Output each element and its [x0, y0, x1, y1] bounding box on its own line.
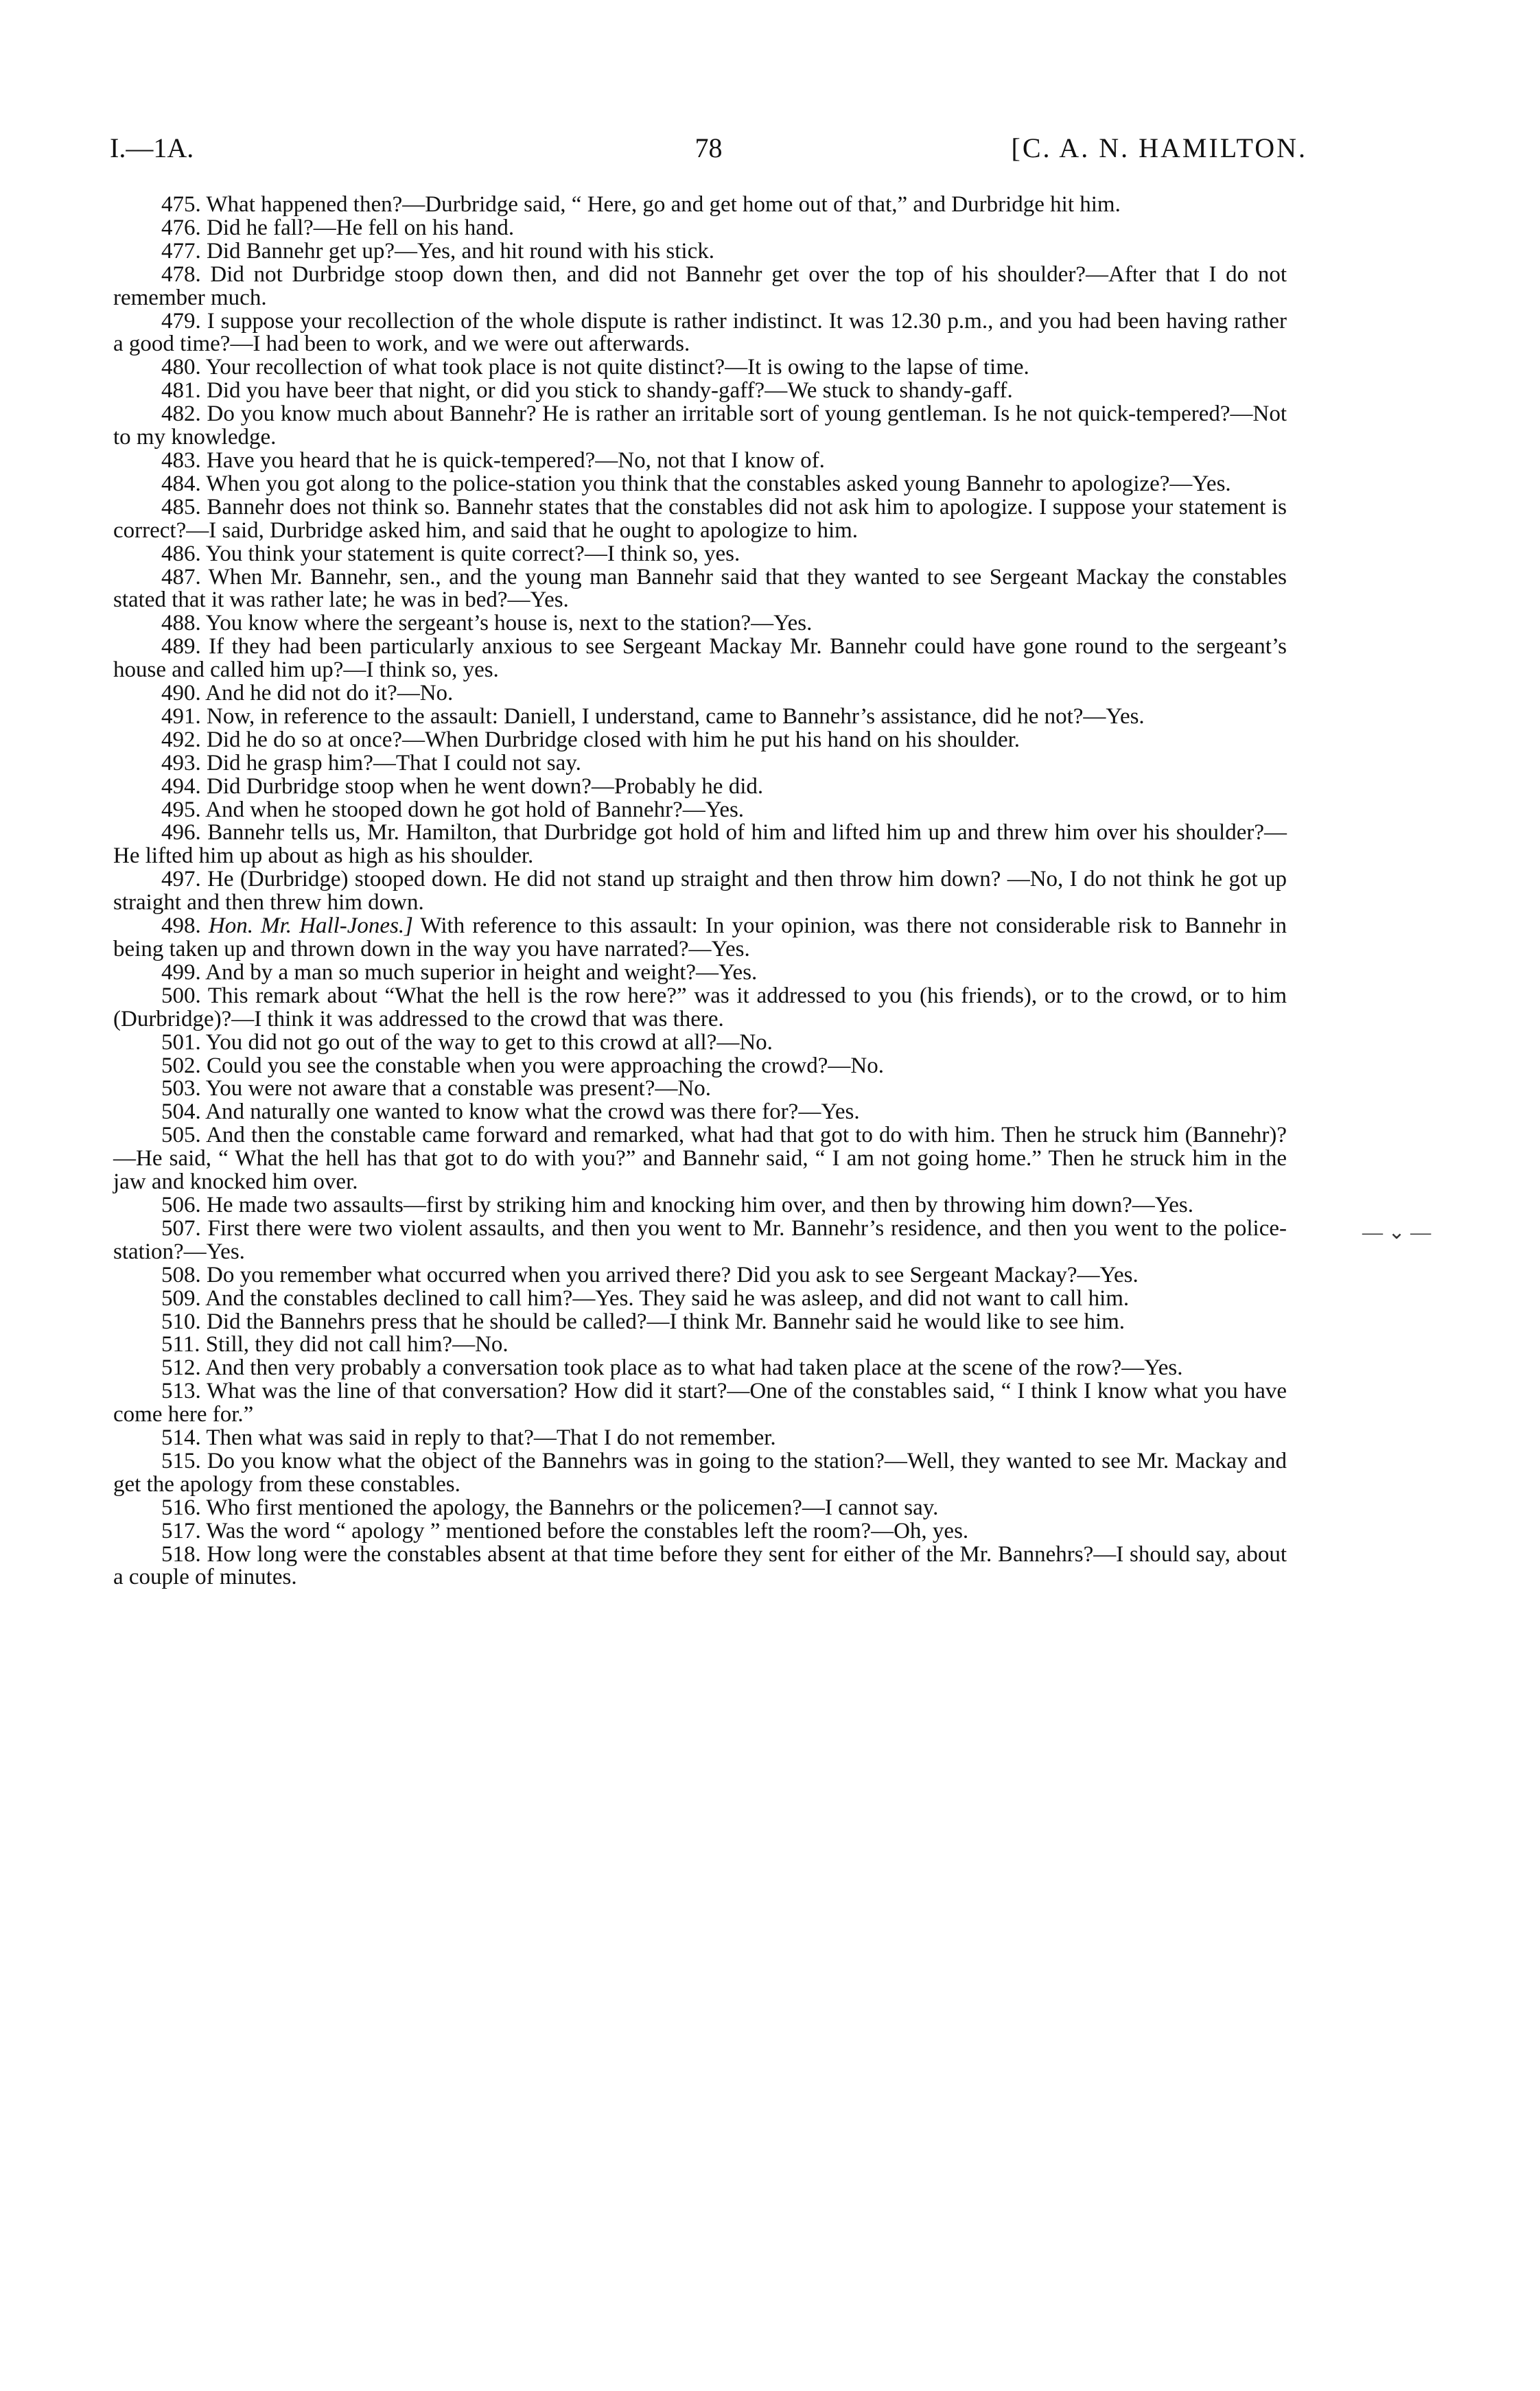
page-number: 78: [695, 132, 723, 163]
testimony-entry: 503. You were not aware that a constable was present?—No.: [161, 1076, 711, 1101]
page-header: [110, 128, 1307, 169]
margin-mark: — ⌄ —: [1362, 1221, 1432, 1244]
testimony-entry: 485. Bannehr does not think so. Bannehr states that the constables did not ask him to apologize. I suppose your statement is correct?—I said, Durbridge asked him, and said that he ought to apologize to him.: [113, 494, 1287, 543]
testimony-entry: 504. And naturally one wanted to know what the crowd was there for?—Yes.: [161, 1099, 860, 1125]
testimony-entry: 491. Now, in reference to the assault: Daniell, I understand, came to Bannehr’s assistance, did he not?—Yes.: [161, 703, 1145, 729]
testimony-entry: 500. This remark about “What the hell is the row here?” was it addressed to you (his friends), or to the crowd, or to him (Durbridge)?—I think it was addressed to the crowd that was there.: [113, 983, 1287, 1031]
testimony-entry: 478. Did not Durbridge stoop down then, and did not Bannehr get over the top of his shoulder?—After that I do not remember much.: [113, 261, 1287, 310]
testimony-entry: 475. What happened then?—Durbridge said, “ Here, go and get home out of that,” and Durbridge hit him.: [161, 192, 1121, 217]
testimony-entry: 509. And the constables declined to call him?—Yes. They said he was asleep, and did not want to call him.: [161, 1285, 1130, 1311]
paper-reference: I.—1A.: [110, 132, 194, 163]
testimony-entry: 484. When you got along to the police-station you think that the constables asked young Bannehr to apologize?—Yes.: [161, 471, 1231, 496]
testimony-entry: 496. Bannehr tells us, Mr. Hamilton, that Durbridge got hold of him and lifted him up and threw him over his shoulder?—He lifted him up about as high as his shoulder.: [113, 820, 1287, 869]
entry-number: 498.: [161, 913, 209, 939]
testimony-entry: 493. Did he grasp him?—That I could not say.: [161, 750, 581, 775]
testimony-entry: 476. Did he fall?—He fell on his hand.: [161, 215, 515, 240]
testimony-entry: 479. I suppose your recollection of the whole dispute is rather indistinct. It was 12.30 p.m., and you had been having rather a good time?—I had been to work, and we were out afterwards.: [113, 308, 1287, 357]
testimony-entry: 505. And then the constable came forward and remarked, what had that got to do with him. Then he struck him (Bannehr)?—He said, “ What the hell has that got to do with you?” and Bannehr said, “ I am not going home.” Then he struck him in the jaw and knocked him over.: [113, 1123, 1287, 1195]
testimony-entry: [113, 915, 1287, 961]
witness-name: [C. A. N. HAMILTON.: [1011, 132, 1307, 163]
testimony-entry: 477. Did Bannehr get up?—Yes, and hit round with his stick.: [161, 238, 715, 264]
testimony-entry: 516. Who first mentioned the apology, the Bannehrs or the policemen?—I cannot say.: [161, 1495, 939, 1520]
testimony-entry: 497. He (Durbridge) stooped down. He did not stand up straight and then throw him down? —No, I do not think he got up straight and then threw him down.: [113, 867, 1287, 915]
testimony-entry: 481. Did you have beer that night, or did you stick to shandy-gaff?—We stuck to shandy-gaff.: [161, 378, 1013, 404]
testimony-entry: 510. Did the Bannehrs press that he should be called?—I think Mr. Bannehr said he would like to see him.: [161, 1309, 1125, 1334]
testimony-body: [113, 194, 1287, 1589]
testimony-entry: 515. Do you know what the object of the Bannehrs was in going to the station?—Well, they wanted to see Mr. Mackay and get the apology from these constables.: [113, 1448, 1287, 1497]
testimony-entry: 518. How long were the constables absent at that time before they sent for either of the Mr. Bannehrs?—I should say, about a couple of minutes.: [113, 1541, 1287, 1590]
testimony-entry: 482. Do you know much about Bannehr? He is rather an irritable sort of young gentleman. Is he not quick-tempered?—Not to my knowledge.: [113, 401, 1287, 450]
testimony-entry: 490. And he did not do it?—No.: [161, 681, 454, 706]
testimony-entry: 492. Did he do so at once?—When Durbridge closed with him he put his hand on his shoulder.: [161, 727, 1020, 752]
testimony-entry: 486. You think your statement is quite correct?—I think so, yes.: [161, 541, 740, 566]
entry-text: With reference to this assault: In your opinion, was there not considerable risk to Bannehr in being taken up and thrown down in the way you have narrated?—Yes.: [113, 913, 1287, 961]
testimony-entry: 488. You know where the sergeant’s house is, next to the station?—Yes.: [161, 611, 813, 636]
testimony-entry: 494. Did Durbridge stoop when he went down?—Probably he did.: [161, 773, 764, 799]
testimony-entry: 501. You did not go out of the way to get to this crowd at all?—No.: [161, 1029, 773, 1055]
testimony-entry: 495. And when he stooped down he got hold of Bannehr?—Yes.: [161, 797, 745, 822]
testimony-entry: 502. Could you see the constable when you were approaching the crowd?—No.: [161, 1053, 884, 1078]
testimony-entry: 499. And by a man so much superior in height and weight?—Yes.: [161, 959, 758, 985]
testimony-entry: 511. Still, they did not call him?—No.: [161, 1332, 509, 1357]
testimony-entry: 512. And then very probably a conversation took place as to what had taken place at the scene of the row?—Yes.: [161, 1355, 1183, 1381]
testimony-entry: 483. Have you heard that he is quick-tempered?—No, not that I know of.: [161, 447, 825, 473]
testimony-entry: 517. Was the word “ apology ” mentioned before the constables left the room?—Oh, yes.: [161, 1518, 969, 1543]
speaker-name: Hon. Mr. Hall-Jones.]: [208, 913, 414, 939]
testimony-entry: 514. Then what was said in reply to that?—That I do not remember.: [161, 1425, 776, 1451]
testimony-entry: 489. If they had been particularly anxious to see Sergeant Mackay Mr. Bannehr could have gone round to the sergeant’s house and called him up?—I think so, yes.: [113, 634, 1287, 683]
testimony-entry: 513. What was the line of that conversation? How did it start?—One of the constables said, “ I think I know what you have come here for.”: [113, 1379, 1287, 1427]
testimony-entry: 508. Do you remember what occurred when you arrived there? Did you ask to see Sergeant Mackay?—Yes.: [161, 1262, 1139, 1287]
testimony-entry: 480. Your recollection of what took place is not quite distinct?—It is owing to the lapse of time.: [161, 355, 1029, 380]
testimony-entry: 506. He made two assaults—first by striking him and knocking him over, and then by throwing him down?—Yes.: [161, 1192, 1193, 1217]
testimony-entry: 507. First there were two violent assaults, and then you went to Mr. Bannehr’s residence, and then you went to the police-station?—Yes.: [113, 1215, 1287, 1264]
testimony-entry: 487. When Mr. Bannehr, sen., and the young man Bannehr said that they wanted to see Sergeant Mackay the constables stated that it was rather late; he was in bed?—Yes.: [113, 564, 1287, 613]
